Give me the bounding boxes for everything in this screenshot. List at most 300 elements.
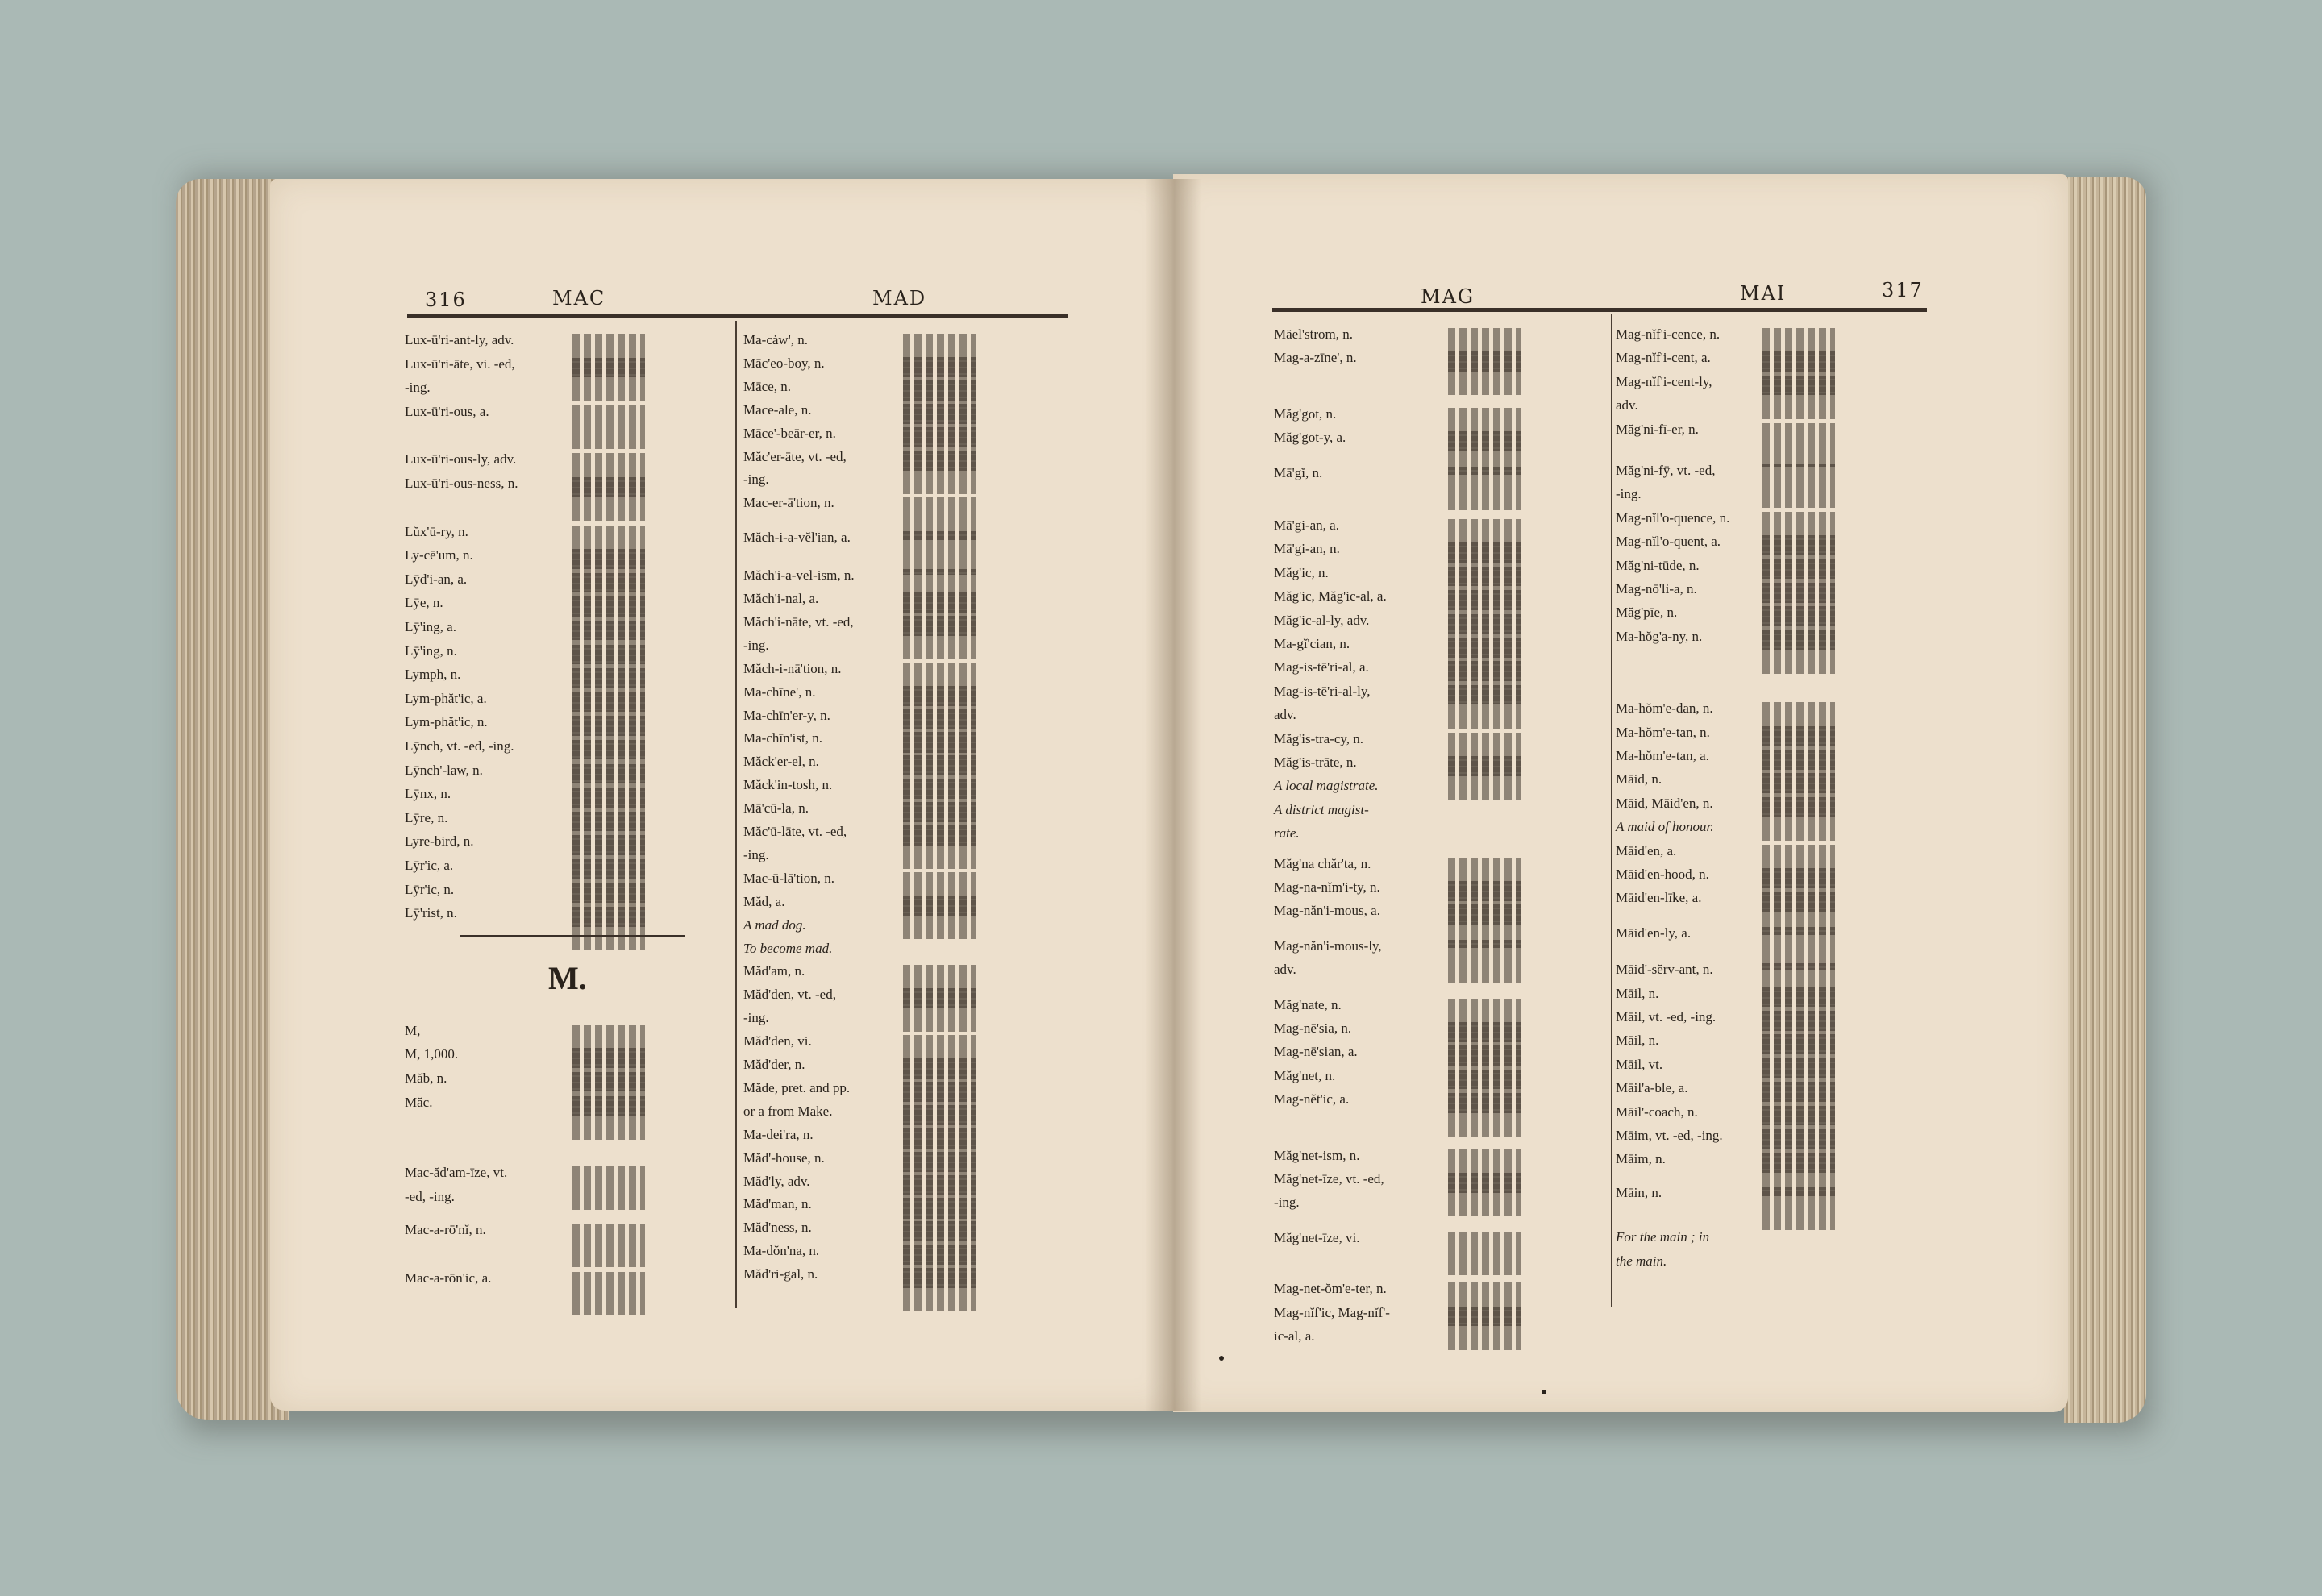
dictionary-entry bbox=[1274, 778, 1621, 800]
dictionary-entry bbox=[1616, 819, 1962, 842]
dictionary-entry bbox=[1616, 534, 1962, 556]
dictionary-entry bbox=[1274, 903, 1621, 925]
headword: Ma-hŏm'e-dan, n. bbox=[1616, 700, 1713, 717]
dictionary-entry bbox=[1274, 684, 1621, 706]
dictionary-entry bbox=[1274, 1171, 1621, 1194]
section-title-m: M. bbox=[548, 960, 587, 996]
right-header-rule bbox=[1272, 308, 1927, 312]
headword: Lȳ'ing, a. bbox=[405, 619, 456, 634]
dictionary-entry bbox=[1616, 1253, 1962, 1276]
dictionary-entry bbox=[743, 800, 1090, 823]
headword: Măck'in-tosh, n. bbox=[743, 777, 833, 793]
headword: Mac-ăd'am-īze, vt. bbox=[405, 1165, 508, 1181]
headword: adv. bbox=[1616, 397, 1638, 414]
headword: A district magist- bbox=[1274, 801, 1369, 817]
dictionary-entry bbox=[405, 1165, 751, 1187]
headword: Lȳnch, vt. -ed, -ing. bbox=[405, 738, 514, 754]
dictionary-entry bbox=[1616, 962, 1962, 984]
headword: Mag-nĭl'o-quent, a. bbox=[1616, 534, 1721, 550]
page-edges-right bbox=[2064, 177, 2146, 1423]
japanese-gloss-glyphs bbox=[572, 405, 645, 449]
headword: Lux-ū'ri-ous, a. bbox=[405, 403, 489, 419]
headword: A local magistrate. bbox=[1274, 778, 1379, 794]
headword: Măch'i-a-vel-ism, n. bbox=[743, 567, 855, 584]
dictionary-entry bbox=[1274, 962, 1621, 984]
headword: Mag-nĭf'i-cent, a. bbox=[1616, 350, 1711, 366]
dictionary-entry bbox=[1274, 430, 1621, 452]
headword: Măg'is-tra-cy, n. bbox=[1274, 730, 1364, 746]
headword: Mā'gi-an, n. bbox=[1274, 541, 1340, 557]
dictionary-entry bbox=[743, 963, 1090, 986]
dictionary-entry bbox=[1274, 565, 1621, 588]
left-header-mad: MAD bbox=[872, 287, 927, 310]
headword: Măc'er-āte, vt. -ed, bbox=[743, 448, 847, 464]
dictionary-entry bbox=[1274, 938, 1621, 961]
dictionary-entry bbox=[1274, 517, 1621, 540]
dictionary-entry bbox=[743, 638, 1090, 660]
dictionary-entry bbox=[743, 1266, 1090, 1289]
headword: Măg'na chăr'ta, n. bbox=[1274, 855, 1371, 871]
headword: Mag-net-ŏm'e-ter, n. bbox=[1274, 1281, 1387, 1297]
headword: Māim, n. bbox=[1616, 1151, 1666, 1167]
dictionary-entry bbox=[743, 941, 1090, 963]
dictionary-entry bbox=[743, 472, 1090, 494]
right-header-mag: MAG bbox=[1421, 285, 1475, 308]
headword: Măb, n. bbox=[405, 1070, 447, 1086]
dictionary-entry bbox=[743, 917, 1090, 940]
right-column-separator bbox=[1611, 314, 1612, 1307]
headword: Lux-ū'ri-ous-ly, adv. bbox=[405, 451, 517, 468]
headword: Māil'-coach, n. bbox=[1616, 1103, 1698, 1120]
headword: Mag-năn'i-mous-ly, bbox=[1274, 937, 1382, 954]
headword: Māid, Māid'en, n. bbox=[1616, 795, 1713, 811]
headword: Măg'ic, n. bbox=[1274, 564, 1329, 580]
headword: Ma-chīn'er-y, n. bbox=[743, 707, 830, 723]
headword: Ma-dŏn'na, n. bbox=[743, 1243, 820, 1259]
headword: Măg'ni-fȳ, vt. -ed, bbox=[1616, 463, 1716, 478]
headword: Măc'ū-lāte, vt. -ed, bbox=[743, 824, 847, 839]
dictionary-entry bbox=[1274, 326, 1621, 349]
japanese-gloss-glyphs bbox=[572, 1096, 645, 1140]
headword: For the main ; in bbox=[1616, 1229, 1710, 1245]
dictionary-entry bbox=[1274, 659, 1621, 682]
dictionary-entry bbox=[743, 661, 1090, 684]
japanese-gloss-glyphs bbox=[1762, 630, 1835, 674]
headword: Măch'i-nāte, vt. -ed, bbox=[743, 613, 854, 630]
headword: Mag-is-tē'ri-al-ly, bbox=[1274, 683, 1371, 699]
dictionary-entry bbox=[405, 810, 751, 833]
headword: Mag-a-zīne', n. bbox=[1274, 350, 1357, 366]
left-header-mac: MAC bbox=[552, 287, 606, 310]
headword: Măg'ni-tūde, n. bbox=[1616, 557, 1700, 573]
dictionary-entry bbox=[405, 1023, 751, 1045]
japanese-gloss-glyphs bbox=[572, 1224, 645, 1267]
dictionary-entry bbox=[1274, 465, 1621, 488]
dictionary-entry bbox=[743, 530, 1090, 552]
dictionary-entry bbox=[1274, 541, 1621, 563]
headword: Măd'-house, n. bbox=[743, 1149, 825, 1166]
dictionary-entry bbox=[1274, 1195, 1621, 1217]
book-gutter bbox=[1145, 179, 1201, 1411]
dictionary-entry bbox=[1616, 1185, 1962, 1207]
headword: Ma-hŏg'a-ny, n. bbox=[1616, 628, 1703, 644]
dictionary-entry bbox=[1274, 406, 1621, 429]
headword: Māin, n. bbox=[1616, 1184, 1662, 1200]
headword: Māid'en-hood, n. bbox=[1616, 867, 1709, 882]
headword: Māid'en, a. bbox=[1616, 842, 1677, 858]
dictionary-entry bbox=[1274, 754, 1621, 777]
headword: Măd'den, vt. -ed, bbox=[743, 987, 836, 1003]
headword: Măg'got-y, a. bbox=[1274, 430, 1346, 446]
dictionary-entry bbox=[743, 777, 1090, 800]
headword: Măg'net-īze, vi. bbox=[1274, 1229, 1360, 1245]
headword: Mag-nĭf'ic, Mag-nĭf'- bbox=[1274, 1304, 1390, 1320]
headword: Măd, a. bbox=[743, 893, 785, 909]
headword: Mag-nĭl'o-quence, n. bbox=[1616, 509, 1730, 526]
headword: -ing. bbox=[743, 472, 769, 488]
dictionary-entry bbox=[405, 451, 751, 474]
japanese-gloss-glyphs bbox=[1762, 423, 1835, 467]
headword: Măg'ic-al-ly, adv. bbox=[1274, 612, 1370, 628]
headword: Mag-năn'i-mous, a. bbox=[1274, 903, 1380, 919]
headword: To become mad. bbox=[743, 940, 833, 956]
dictionary-entry bbox=[1616, 581, 1962, 604]
dictionary-entry bbox=[1274, 588, 1621, 611]
headword: Māil, n. bbox=[1616, 985, 1659, 1001]
dictionary-entry bbox=[405, 905, 751, 928]
right-header-mai: MAI bbox=[1740, 282, 1787, 305]
dictionary-entry bbox=[1274, 825, 1621, 848]
headword: Māil, vt. -ed, -ing. bbox=[1616, 1009, 1717, 1025]
dictionary-entry bbox=[743, 1243, 1090, 1266]
dictionary-entry bbox=[743, 1080, 1090, 1103]
headword: Ma-gĭ'cian, n. bbox=[1274, 636, 1350, 651]
dictionary-entry bbox=[1616, 422, 1962, 444]
headword: Lȳr'ic, n. bbox=[405, 881, 455, 897]
dictionary-entry bbox=[1274, 731, 1621, 754]
dictionary-entry bbox=[743, 1103, 1090, 1126]
headword: Mac-a-rōn'ic, a. bbox=[405, 1270, 492, 1286]
dictionary-entry bbox=[1274, 1305, 1621, 1328]
headword: Mag-na-nĭm'i-ty, n. bbox=[1274, 879, 1380, 895]
headword: Măd'ness, n. bbox=[743, 1220, 812, 1236]
headword: Măd'am, n. bbox=[743, 963, 805, 979]
headword: Lȳ'ing, n. bbox=[405, 642, 457, 659]
headword: Mā'gĭ, n. bbox=[1274, 464, 1323, 480]
dictionary-entry bbox=[405, 786, 751, 808]
dictionary-entry bbox=[1616, 463, 1962, 485]
dictionary-entry bbox=[1616, 1033, 1962, 1055]
dictionary-entry bbox=[405, 380, 751, 402]
dictionary-entry bbox=[405, 882, 751, 904]
dictionary-entry bbox=[743, 1196, 1090, 1219]
dictionary-entry bbox=[1616, 1128, 1962, 1150]
headword: -ing. bbox=[743, 1010, 769, 1026]
dictionary-entry bbox=[1616, 397, 1962, 420]
dictionary-entry bbox=[743, 684, 1090, 707]
dictionary-entry bbox=[405, 1270, 751, 1293]
headword: Mac-a-rō'nĭ, n. bbox=[405, 1222, 486, 1238]
dictionary-entry bbox=[743, 426, 1090, 448]
headword: M, 1,000. bbox=[405, 1046, 459, 1062]
dictionary-entry bbox=[743, 708, 1090, 730]
japanese-gloss-glyphs bbox=[572, 907, 645, 950]
dictionary-entry bbox=[405, 714, 751, 737]
left-column-separator bbox=[735, 321, 737, 1308]
headword: Măg'pīe, n. bbox=[1616, 605, 1678, 621]
headword: Ma-cȧw', n. bbox=[743, 332, 809, 347]
dictionary-entry bbox=[743, 355, 1090, 378]
headword: adv. bbox=[1274, 962, 1296, 978]
dictionary-entry bbox=[1616, 605, 1962, 627]
left-page-number: 316 bbox=[425, 289, 467, 311]
dictionary-entry bbox=[405, 571, 751, 594]
dictionary-entry bbox=[1274, 1091, 1621, 1114]
dictionary-entry bbox=[743, 1033, 1090, 1056]
headword: A maid of honour. bbox=[1616, 819, 1714, 835]
dictionary-entry bbox=[743, 402, 1090, 425]
dictionary-entry bbox=[405, 1222, 751, 1245]
dictionary-entry bbox=[405, 858, 751, 880]
headword: Māc'eo-boy, n. bbox=[743, 355, 825, 371]
headword: or a from Make. bbox=[743, 1103, 833, 1119]
dictionary-entry bbox=[405, 738, 751, 761]
dictionary-entry bbox=[405, 404, 751, 426]
headword: Măd'man, n. bbox=[743, 1196, 812, 1212]
headword: Māil, n. bbox=[1616, 1033, 1659, 1049]
dictionary-entry bbox=[1616, 986, 1962, 1008]
japanese-gloss-glyphs bbox=[1448, 351, 1521, 395]
headword: Măg'ic, Măg'ic-al, a. bbox=[1274, 588, 1387, 605]
headword: Mag-nĭf'i-cence, n. bbox=[1616, 326, 1721, 342]
headword: Ly-cē'um, n. bbox=[405, 547, 473, 563]
headword: -ing. bbox=[743, 637, 769, 653]
headword: Măch-i-a-vĕl'ian, a. bbox=[743, 530, 851, 546]
dictionary-entry bbox=[405, 667, 751, 689]
japanese-gloss-glyphs bbox=[1448, 1093, 1521, 1137]
headword: Lȳnx, n. bbox=[405, 786, 452, 802]
japanese-gloss-glyphs bbox=[1448, 467, 1521, 510]
dictionary-entry bbox=[1274, 1148, 1621, 1170]
headword: Lȳd'i-an, a. bbox=[405, 571, 468, 587]
japanese-gloss-glyphs bbox=[1448, 1232, 1521, 1275]
dictionary-entry bbox=[405, 643, 751, 666]
section-divider bbox=[460, 935, 685, 937]
headword: Măc. bbox=[405, 1094, 433, 1110]
dictionary-entry bbox=[1616, 1080, 1962, 1103]
headword: Lȳe, n. bbox=[405, 595, 443, 611]
dictionary-entry bbox=[1616, 925, 1962, 948]
headword: Lŭx'ū-ry, n. bbox=[405, 523, 468, 539]
headword: Māid'en-ly, a. bbox=[1616, 925, 1692, 941]
dictionary-entry bbox=[1616, 1057, 1962, 1079]
headword: -ed, -ing. bbox=[405, 1188, 455, 1204]
dictionary-entry bbox=[405, 524, 751, 547]
dictionary-entry bbox=[1616, 890, 1962, 912]
headword: Māid, n. bbox=[1616, 771, 1662, 788]
headword: rate. bbox=[1274, 825, 1300, 842]
headword: -ing. bbox=[743, 846, 769, 862]
ink-speck bbox=[1542, 1390, 1546, 1394]
dictionary-entry bbox=[1274, 1044, 1621, 1066]
japanese-gloss-glyphs bbox=[572, 477, 645, 521]
dictionary-entry bbox=[1616, 486, 1962, 509]
headword: Māil'a-ble, a. bbox=[1616, 1080, 1688, 1096]
headword: Lȳnch'-law, n. bbox=[405, 762, 483, 778]
headword: Măg'got, n. bbox=[1274, 405, 1337, 422]
dictionary-entry bbox=[743, 449, 1090, 472]
dictionary-entry bbox=[1274, 350, 1621, 372]
left-header-rule bbox=[407, 314, 1068, 318]
headword: Mac-er-ā'tion, n. bbox=[743, 495, 834, 511]
headword: A mad dog. bbox=[743, 916, 806, 933]
dictionary-entry bbox=[1616, 748, 1962, 771]
dictionary-entry bbox=[743, 591, 1090, 613]
dictionary-entry bbox=[743, 730, 1090, 753]
dictionary-entry bbox=[1274, 636, 1621, 659]
dictionary-entry bbox=[405, 1189, 751, 1212]
headword: Măg'net-ism, n. bbox=[1274, 1147, 1360, 1163]
dictionary-entry bbox=[405, 547, 751, 570]
headword: Ma-hŏm'e-tan, n. bbox=[1616, 724, 1710, 740]
dictionary-entry bbox=[1616, 771, 1962, 794]
dictionary-entry bbox=[405, 763, 751, 785]
headword: Mäel'strom, n. bbox=[1274, 326, 1353, 342]
dictionary-entry bbox=[743, 1220, 1090, 1242]
headword: the main. bbox=[1616, 1253, 1667, 1269]
headword: Lȳre, n. bbox=[405, 809, 448, 825]
headword: Lymph, n. bbox=[405, 667, 461, 683]
headword: Mag-nĕt'ic, a. bbox=[1274, 1091, 1350, 1108]
dictionary-entry bbox=[743, 1057, 1090, 1079]
dictionary-entry bbox=[405, 833, 751, 856]
headword: Lux-ū'ri-ous-ness, n. bbox=[405, 476, 518, 491]
japanese-gloss-glyphs bbox=[572, 1272, 645, 1315]
dictionary-entry bbox=[743, 894, 1090, 916]
headword: Mag-nĭf'i-cent-ly, bbox=[1616, 373, 1712, 389]
dictionary-entry bbox=[405, 476, 751, 498]
headword: Māce'-beār-er, n. bbox=[743, 425, 836, 441]
dictionary-entry bbox=[405, 332, 751, 355]
dictionary-entry bbox=[1274, 802, 1621, 825]
ink-speck bbox=[1219, 1356, 1224, 1361]
headword: Măg'is-trāte, n. bbox=[1274, 754, 1357, 770]
headword: Ma-hŏm'e-tan, a. bbox=[1616, 748, 1709, 763]
dictionary-entry bbox=[1616, 867, 1962, 889]
headword: Măg'nate, n. bbox=[1274, 996, 1342, 1012]
right-page-number: 317 bbox=[1882, 279, 1924, 301]
dictionary-entry bbox=[1616, 1104, 1962, 1127]
dictionary-entry bbox=[743, 847, 1090, 870]
dictionary-entry bbox=[405, 356, 751, 379]
headword: Măd'der, n. bbox=[743, 1057, 805, 1072]
headword: adv. bbox=[1274, 707, 1296, 723]
headword: Lȳ'rist, n. bbox=[405, 905, 457, 921]
dictionary-entry bbox=[1274, 707, 1621, 729]
headword: Mag-nē'sian, a. bbox=[1274, 1044, 1358, 1060]
headword: Măde, pret. and pp. bbox=[743, 1079, 851, 1095]
dictionary-entry bbox=[743, 1127, 1090, 1149]
dictionary-entry bbox=[743, 824, 1090, 846]
headword: Măd'ly, adv. bbox=[743, 1173, 810, 1189]
headword: Măch'i-nal, a. bbox=[743, 591, 819, 606]
dictionary-entry bbox=[405, 1070, 751, 1093]
dictionary-entry bbox=[405, 691, 751, 713]
headword: Ma-dei'ra, n. bbox=[743, 1126, 814, 1142]
dictionary-entry bbox=[1274, 997, 1621, 1020]
dictionary-entry bbox=[405, 595, 751, 617]
headword: Mac-ū-lā'tion, n. bbox=[743, 870, 835, 886]
headword: Măd'den, vi. bbox=[743, 1033, 812, 1049]
headword: Mag-nō'li-a, n. bbox=[1616, 581, 1697, 596]
dictionary-entry bbox=[743, 1150, 1090, 1173]
dictionary-entry bbox=[1616, 510, 1962, 533]
dictionary-entry bbox=[1616, 350, 1962, 372]
dictionary-entry bbox=[1616, 629, 1962, 651]
headword: Māid'-sĕrv-ant, n. bbox=[1616, 962, 1713, 978]
headword: Măg'net, n. bbox=[1274, 1067, 1336, 1083]
dictionary-entry bbox=[1616, 1009, 1962, 1032]
dictionary-entry bbox=[743, 379, 1090, 401]
dictionary-entry bbox=[1616, 796, 1962, 818]
headword: -ing. bbox=[405, 380, 431, 396]
dictionary-entry bbox=[743, 987, 1090, 1009]
headword: -ing. bbox=[1274, 1195, 1300, 1211]
headword: Mā'cū-la, n. bbox=[743, 800, 809, 817]
headword: Lȳr'ic, a. bbox=[405, 858, 454, 873]
dictionary-entry bbox=[1616, 326, 1962, 349]
dictionary-entry bbox=[1616, 725, 1962, 747]
headword: Lyre-bird, n. bbox=[405, 833, 474, 850]
dictionary-entry bbox=[743, 871, 1090, 893]
dictionary-entry bbox=[1616, 1229, 1962, 1252]
headword: Mag-nē'sia, n. bbox=[1274, 1020, 1352, 1036]
headword: M, bbox=[405, 1022, 421, 1038]
dictionary-entry bbox=[1616, 700, 1962, 723]
headword: Māid'en-līke, a. bbox=[1616, 890, 1702, 906]
dictionary-entry bbox=[405, 619, 751, 642]
headword: -ing. bbox=[1616, 486, 1642, 502]
dictionary-entry bbox=[743, 754, 1090, 776]
dictionary-entry bbox=[1274, 1328, 1621, 1351]
japanese-gloss-glyphs bbox=[1762, 1187, 1835, 1230]
headword: Mace-ale, n. bbox=[743, 401, 812, 418]
dictionary-entry bbox=[743, 495, 1090, 517]
headword: Măd'ri-gal, n. bbox=[743, 1266, 818, 1282]
japanese-gloss-glyphs bbox=[903, 1268, 976, 1311]
dictionary-entry bbox=[743, 332, 1090, 355]
dictionary-entry bbox=[743, 1174, 1090, 1196]
headword: Ma-chīn'ist, n. bbox=[743, 730, 822, 746]
headword: Lym-phăt'ic, n. bbox=[405, 714, 488, 730]
dictionary-entry bbox=[405, 1095, 751, 1117]
dictionary-entry bbox=[1274, 1230, 1621, 1253]
headword: Māil, vt. bbox=[1616, 1056, 1663, 1072]
headword: Măg'ni-fī-er, n. bbox=[1616, 421, 1699, 437]
headword: Ma-chīne', n. bbox=[743, 684, 816, 700]
dictionary-entry bbox=[1274, 1281, 1621, 1303]
headword: Lux-ū'ri-ant-ly, adv. bbox=[405, 332, 514, 347]
dictionary-entry bbox=[1274, 856, 1621, 879]
dictionary-entry bbox=[1616, 843, 1962, 866]
headword: Măch-i-nā'tion, n. bbox=[743, 660, 842, 676]
dictionary-entry bbox=[1616, 558, 1962, 580]
dictionary-entry bbox=[405, 1046, 751, 1069]
headword: Mā'gi-an, a. bbox=[1274, 517, 1339, 533]
dictionary-entry bbox=[743, 614, 1090, 637]
dictionary-entry bbox=[743, 1010, 1090, 1033]
headword: Māce, n. bbox=[743, 378, 792, 394]
